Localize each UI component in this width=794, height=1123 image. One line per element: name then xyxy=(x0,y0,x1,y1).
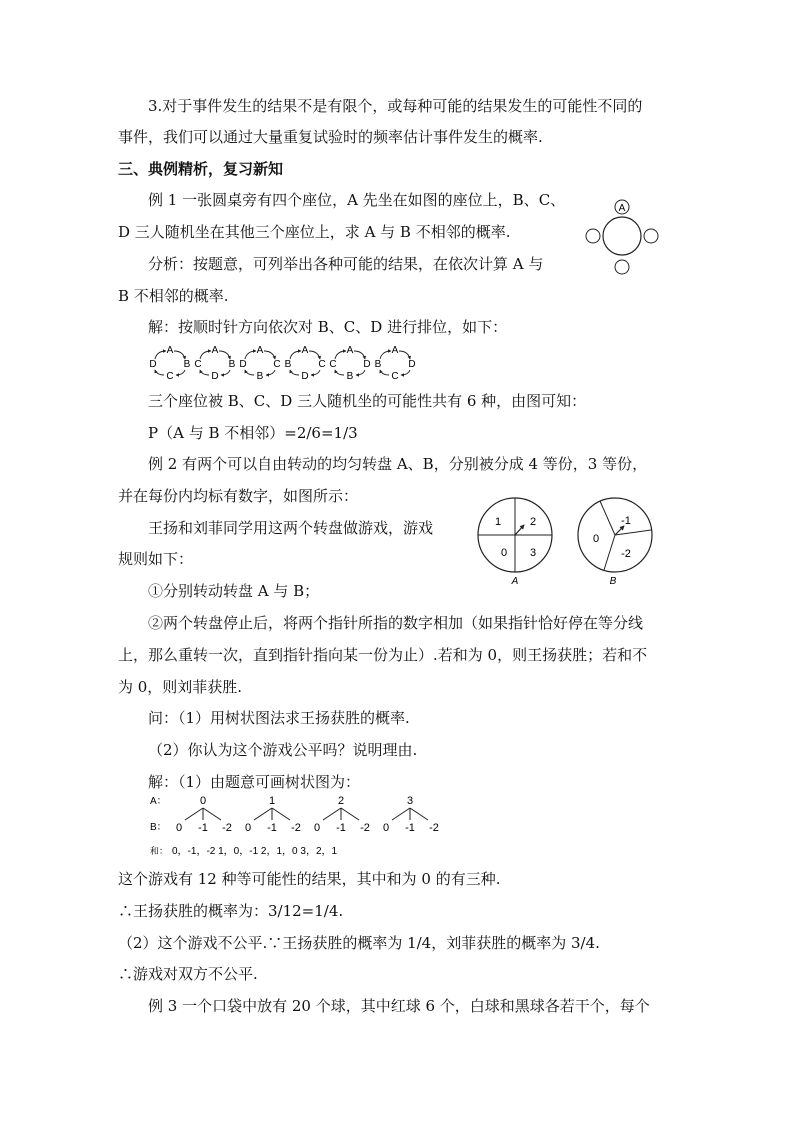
question2: （2）你认为这个游戏公平吗？说明理由. xyxy=(148,741,418,759)
cycle-4-left: B xyxy=(284,359,292,370)
tree-b-node: 0 xyxy=(244,822,252,834)
tree-b-node: 0 xyxy=(175,822,183,834)
tree-sums: 0，-1，-2 1，0，-1 2，1，0 3，2，1 xyxy=(172,846,338,857)
tree-b-node: 0 xyxy=(313,822,321,834)
tree-sum-label: 和： xyxy=(150,846,169,856)
tree-diagram xyxy=(148,790,458,862)
cycle-2 xyxy=(194,345,235,382)
cycle-5-bottom: B xyxy=(346,371,354,382)
tree-b-node: 0 xyxy=(382,822,390,834)
tree-b-node: -2 xyxy=(291,822,301,834)
cycle-6-top: A xyxy=(391,345,399,356)
cycle-5-top: A xyxy=(346,345,354,356)
ex1-line2: D 三人随机坐在其他三个座位上，求 A 与 B 不相邻的概率. xyxy=(118,223,511,241)
result-line4: ∴游戏对双方不公平. xyxy=(118,965,258,983)
spinners-figure xyxy=(476,496,660,588)
ex1-line1: 例 1 一张圆桌旁有四个座位，A 先坐在如图的座位上，B、C、 xyxy=(148,191,566,209)
tree-b-node: -2 xyxy=(222,822,232,834)
spinner-b-label: B xyxy=(609,576,617,587)
round-table-figure xyxy=(582,196,664,278)
cycle-3-bottom: B xyxy=(256,371,264,382)
spinner-b xyxy=(578,498,652,587)
cycle-4-bottom: D xyxy=(301,371,309,382)
cycle-2-right: B xyxy=(228,359,236,370)
cycle-2-left: C xyxy=(194,359,202,370)
spinner-a-pointer xyxy=(515,525,524,535)
cycle-1 xyxy=(149,345,190,382)
analysis-line2: B 不相邻的概率. xyxy=(118,287,229,305)
cycle-6-right: D xyxy=(408,359,416,370)
tree-a-node: 1 xyxy=(268,795,276,807)
cycle-1-right: B xyxy=(183,359,191,370)
cycles-group xyxy=(149,345,415,382)
tree-b-node: -1 xyxy=(267,822,277,834)
rule1: ①分别转动转盘 A 与 B； xyxy=(148,582,320,600)
result-line1: 这个游戏有 12 种等可能性的结果，其中和为 0 的有三种. xyxy=(118,870,501,888)
spinner-a xyxy=(478,498,552,587)
spinner-b-sector-neg2: -2 xyxy=(621,548,631,560)
tree-b-node: -1 xyxy=(405,822,415,834)
tree-b-node: -1 xyxy=(198,822,208,834)
spinner-a-sector-2: 2 xyxy=(529,516,537,528)
cycle-1-left: D xyxy=(149,359,157,370)
ex2-line3: 王扬和刘菲同学用这两个转盘做游戏，游戏 xyxy=(148,519,434,537)
cycle-3-top: A xyxy=(256,345,264,356)
seat-label-a: A xyxy=(618,203,626,214)
para1-line1: 3.对于事件发生的结果不是有限个，或每种可能的结果发生的可能性不同的 xyxy=(148,97,643,115)
para1-line2: 事件，我们可以通过大量重复试验时的频率估计事件发生的概率. xyxy=(118,128,543,146)
cycle-6-bottom: C xyxy=(391,371,399,382)
sol2-line: 解：（1）由题意可画树状图为： xyxy=(148,773,361,791)
cycle-2-top: A xyxy=(211,345,219,356)
ex3-line1: 例 3 一个口袋中放有 20 个球，其中红球 6 个，白球和黑球各若干个，每个 xyxy=(148,997,650,1015)
tree-row-a-label: A： xyxy=(150,796,167,807)
sol1-result2: P（A 与 B 不相邻）=2/6=1/3 xyxy=(148,424,358,442)
result-line3: （2）这个游戏不公平.∵王扬获胜的概率为 1/4，刘菲获胜的概率为 3/4. xyxy=(118,934,600,952)
cycle-3 xyxy=(239,345,280,382)
cycle-2-bottom: D xyxy=(211,371,219,382)
cycle-6-left: B xyxy=(374,359,382,370)
spinner-a-sector-1: 1 xyxy=(494,516,502,528)
spinner-a-sector-0: 0 xyxy=(500,547,508,559)
ex2-line4: 规则如下： xyxy=(118,550,194,568)
tree-b-node: -1 xyxy=(336,822,346,834)
section3-title: 三、典例精析，复习新知 xyxy=(118,160,284,178)
sol1-line: 解：按顺时针方向依次对 B、C、D 进行排位，如下： xyxy=(148,318,508,336)
cycle-4-right: C xyxy=(318,359,326,370)
seat-left xyxy=(586,229,600,243)
cycle-3-left: D xyxy=(239,359,247,370)
analysis-line1: 分析：按题意，可列举出各种可能的结果，在依次计算 A 与 xyxy=(148,255,544,273)
tree-b-node: -2 xyxy=(429,822,439,834)
cycle-1-bottom: C xyxy=(166,371,174,382)
spinner-a-label: A xyxy=(511,576,519,587)
table-circle xyxy=(603,217,641,255)
ex2-line1: 例 2 有两个可以自由转动的均匀转盘 A、B，分别被分成 4 等份，3 等份， xyxy=(148,455,648,473)
tree-a-node: 0 xyxy=(199,795,207,807)
cycle-5-left: C xyxy=(329,359,337,370)
cycle-diagrams xyxy=(148,343,428,383)
cycle-4-top: A xyxy=(301,345,309,356)
tree-b-node: -2 xyxy=(360,822,370,834)
cycle-5 xyxy=(329,345,370,382)
tree-branches xyxy=(176,795,439,834)
cycle-4 xyxy=(285,345,326,382)
tree-a-node: 3 xyxy=(406,795,414,807)
rule2-line2: 上，那么重转一次，直到指针指向某一份为止）.若和为 0，则王扬获胜；若和不 xyxy=(118,646,648,664)
seat-bottom xyxy=(615,260,629,274)
cycle-1-top: A xyxy=(166,345,174,356)
cycle-5-right: D xyxy=(363,359,371,370)
question1: 问：（1）用树状图法求王扬获胜的概率. xyxy=(148,709,410,727)
rule2-line1: ②两个转盘停止后，将两个指针所指的数字相加（如果指针恰好停在等分线 xyxy=(148,614,644,632)
cycle-6 xyxy=(375,345,416,382)
cycle-3-right: C xyxy=(273,359,281,370)
tree-a-node: 2 xyxy=(337,795,345,807)
spinner-b-sector-0: 0 xyxy=(592,533,600,545)
spinner-b-sector-neg1: -1 xyxy=(621,515,631,527)
spinner-a-sector-3: 3 xyxy=(529,547,537,559)
sol1-result1: 三个座位被 B、C、D 三人随机坐的可能性共有 6 种，由图可知： xyxy=(148,392,587,410)
rule2-line3: 为 0，则刘菲获胜. xyxy=(118,678,243,696)
tree-row-b-label: B： xyxy=(150,822,167,833)
result-line2: ∴王扬获胜的概率为：3/12=1/4. xyxy=(118,902,344,920)
ex2-line2: 并在每份内均标有数字，如图所示： xyxy=(118,487,359,505)
seat-right xyxy=(644,229,658,243)
